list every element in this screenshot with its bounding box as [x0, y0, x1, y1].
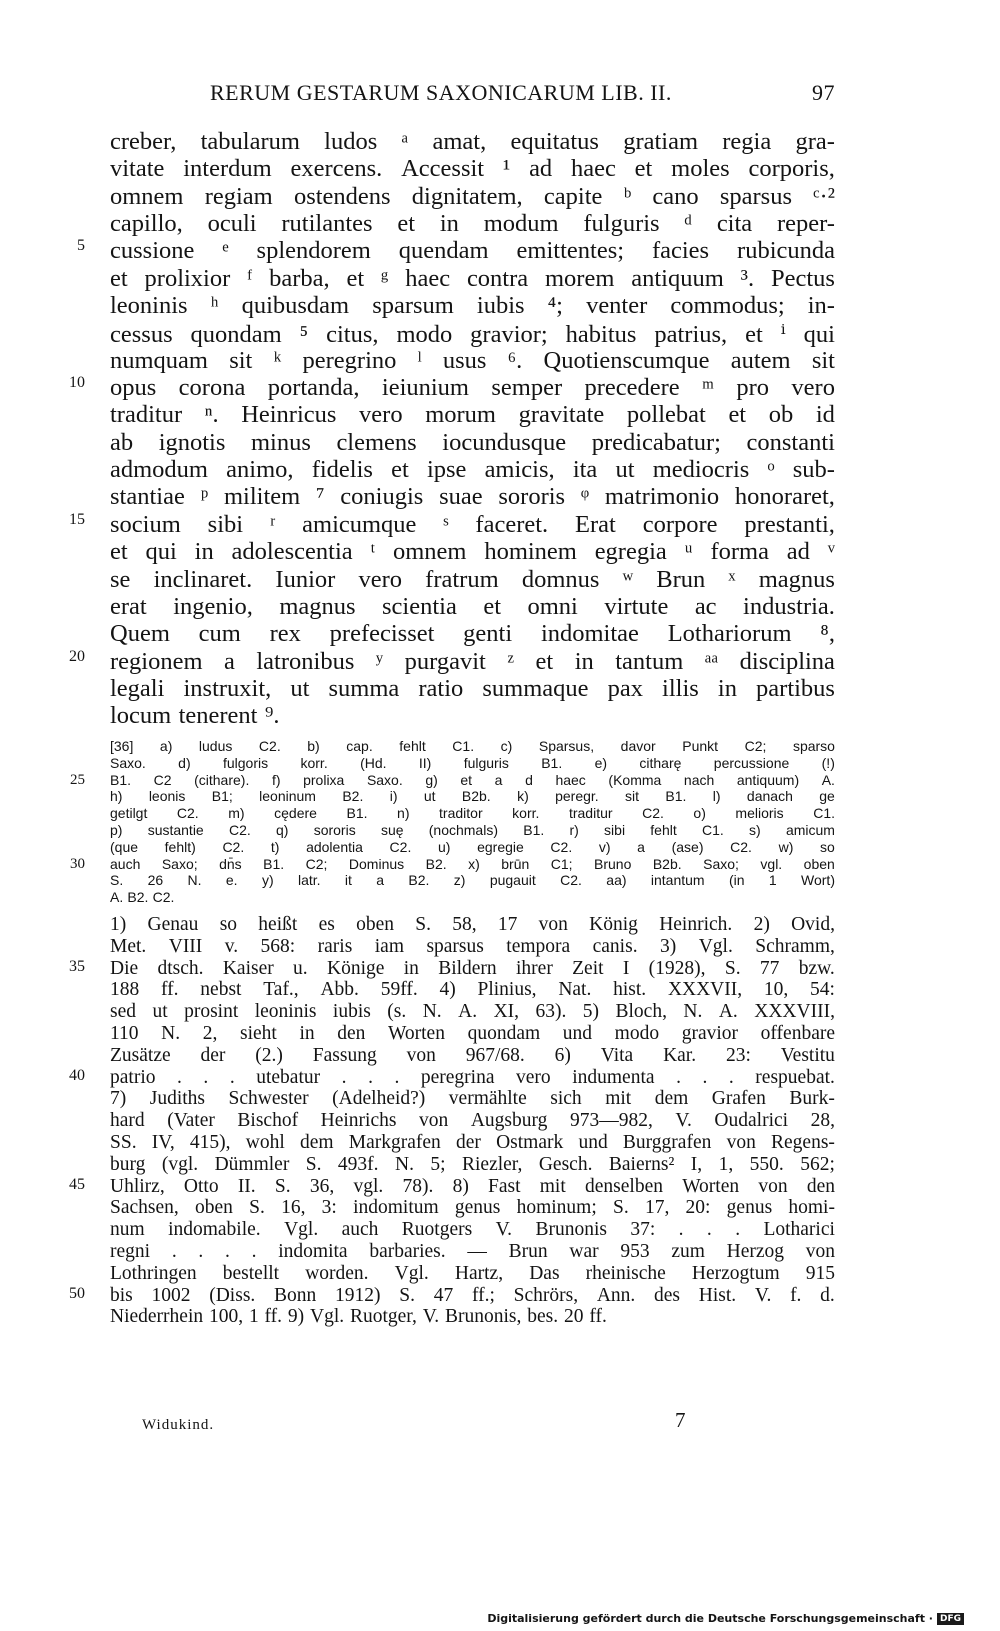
line-number: 15	[69, 510, 85, 528]
dfg-logo: DFG	[937, 1613, 964, 1625]
text-line: capillo, oculi rutilantes et in modum fulguris ᵈ cita reper-	[110, 210, 835, 238]
footnotes	[69, 914, 835, 1328]
note-line: Sachsen, oben S. 16, 3: indomitum genus hominum; S. 17, 20: genus homi-	[110, 1197, 835, 1219]
note-line: sed ut prosint leoninis iubis (s. N. A. XI, 63). 5) Bloch, N. A. XXXVIII,	[110, 1001, 835, 1023]
line-number: 50	[69, 1284, 85, 1302]
credit-text: Digitalisierung gefördert durch die Deutsche Forschungsgemeinschaft ·	[487, 1612, 933, 1625]
text-line: stantiae ᵖ militem ⁷ coniugis suae sororis ᵠ matrimonio honoraret,	[110, 483, 835, 511]
line-number: 5	[77, 237, 85, 255]
digitization-credit	[487, 1612, 964, 1625]
text-line: omnem regiam ostendens dignitatem, capite ᵇ cano sparsus ᶜ·²	[110, 182, 835, 210]
note-line: num indomabile. Vgl. auch Ruotgers V. Brunonis 37: . . . Lotharici	[110, 1219, 835, 1241]
note-line: 7) Judiths Schwester (Adelheid?) vermählte sich mit dem Grafen Burk-	[110, 1088, 835, 1110]
line-number: 10	[69, 374, 85, 392]
note-line: Met. VIII v. 568: raris iam sparsus tempora canis. 3) Vgl. Schramm,	[110, 935, 835, 957]
line-number: 40	[69, 1066, 85, 1084]
apparatus-line: getilgt C2. m) cędere B1. n) traditor korr. traditur C2. o) melioris C1.	[110, 805, 835, 822]
apparatus-line: S. 26 N. e. y) latr. it a B2. z) pugauit C2. aa) intantum (in 1 Wort)	[110, 872, 835, 889]
page-number: 97	[812, 80, 835, 105]
main-text	[69, 128, 835, 730]
apparatus-line: [36] a) ludus C2. b) cap. fehlt C1. c) Sparsus, davor Punkt C2; sparso	[110, 738, 835, 754]
note-line: burg (vgl. Dümmler S. 493f. N. 5; Riezler, Gesch. Baierns² I, 1, 550. 562;	[110, 1153, 835, 1175]
gathering-number: 7	[675, 1408, 686, 1432]
text-line: se inclinaret. Iunior vero fratrum domnus ʷ Brun ˣ magnus	[110, 565, 835, 593]
apparatus-line: 25 B1. C2 (cithare). f) prolixa Saxo. g) et a d haec (Komma nach antiquum) A.	[110, 772, 835, 789]
apparatus-line: h) leonis B1; leoninum B2. i) ut B2b. k) peregr. sit B1. l) danach ge	[110, 788, 835, 805]
note-line: Niederrhein 100, 1 ff. 9) Vgl. Ruotger, V. Brunonis, bes. 20 ff.	[110, 1306, 607, 1328]
text-line: leoninis ʰ quibusdam sparsum iubis ⁴; venter commodus; in-	[110, 292, 835, 320]
note-line: Lothringen bestellt worden. Vgl. Hartz, Das rheinische Herzogtum 915	[110, 1262, 835, 1284]
note-line: SS. IV, 415), wohl dem Markgrafen der Ostmark und Burggrafen von Regens-	[110, 1131, 835, 1153]
note-line: Zusätze der (2.) Fassung von 967/68. 6) Vita Kar. 23: Vestitu	[110, 1044, 835, 1066]
running-header	[110, 80, 835, 106]
text-line: erat ingenio, magnus scientia et omni virtute ac industria.	[110, 592, 835, 620]
text-line: traditur ⁿ. Heinricus vero morum gravitate pollebat et ob id	[110, 401, 835, 429]
line-number: 45	[69, 1175, 85, 1193]
line-number: 35	[69, 957, 85, 975]
text-line: legali instruxit, ut summa ratio summaque pax illis in partibus	[110, 674, 835, 702]
text-line: et qui in adolescentia ᵗ omnem hominem egregia ᵘ forma ad ᵛ	[110, 538, 835, 566]
text-line: creber, tabularum ludos ᵃ amat, equitatus gratiam regia gra-	[110, 128, 835, 155]
note-line: hard (Vater Bischof Heinrichs von Augsburg 973—982, V. Oudalrici 28,	[110, 1110, 835, 1132]
text-line: 5 cussione ᵉ splendorem quendam emittentes; facies rubicunda	[110, 237, 835, 264]
note-line: 110 N. 2, sieht in den Worten quondam und modo gravior offenbare	[110, 1022, 835, 1044]
running-title: RERUM GESTARUM SAXONICARUM LIB. II.	[210, 80, 672, 105]
note-line: regni . . . . indomita barbaries. — Brun war 953 zum Herzog von	[110, 1240, 835, 1262]
text-line: numquam sit ᵏ peregrino ˡ usus ⁶. Quotienscumque autem sit	[110, 346, 835, 374]
text-line: 20 regionem a latronibus ʸ purgavit ᶻ et in tantum ᵃᵃ disciplina	[110, 648, 835, 675]
note-line: 40 patrio . . . utebatur . . . peregrina vero indumenta . . . respuebat.	[110, 1067, 835, 1089]
note-line: 188 ff. nebst Taf., Abb. 59ff. 4) Plinius, Nat. hist. XXXVII, 10, 54:	[110, 979, 835, 1001]
apparatus-line: (que fehlt) C2. t) adolentia C2. u) egregie C2. v) a (ase) C2. w) so	[110, 838, 835, 855]
text-line: admodum animo, fidelis et ipse amicis, ita ut mediocris ᵒ sub-	[110, 456, 835, 484]
critical-apparatus	[70, 738, 835, 906]
signature-mark: Widukind.	[142, 1417, 215, 1433]
apparatus-line: Saxo. d) fulgoris korr. (Hd. II) fulguris B1. e) citharę percussione (!)	[110, 754, 835, 771]
text-line: 10 opus corona portanda, ieiunium semper precedere ᵐ pro vero	[110, 374, 835, 401]
apparatus-line: A. B2. C2.	[110, 889, 175, 906]
text-line: Quem cum rex prefecisset genti indomitae Lothariorum ⁸,	[110, 620, 835, 648]
note-line: 1) Genau so heißt es oben S. 58, 17 von König Heinrich. 2) Ovid,	[110, 914, 835, 935]
line-number: 30	[70, 855, 85, 872]
line-number: 20	[69, 647, 85, 665]
text-line: et prolixior ᶠ barba, et ᵍ haec contra morem antiquum ³. Pectus	[110, 264, 835, 292]
apparatus-line: p) sustantie C2. q) sororis suę (nochmals) B1. r) sibi fehlt C1. s) amicum	[110, 821, 835, 838]
text-line: ab ignotis minus clemens iocundusque predicabatur; constanti	[110, 428, 835, 456]
note-line: 35 Die dtsch. Kaiser u. Könige in Bildern ihrer Zeit I (1928), S. 77 bzw.	[110, 958, 835, 980]
line-number: 25	[70, 771, 85, 788]
text-line: 15 socium sibi ʳ amicumque ˢ faceret. Erat corpore prestanti,	[110, 511, 835, 538]
text-line: vitate interdum exercens. Accessit ¹ ad haec et moles corporis,	[110, 155, 835, 183]
note-line: 45 Uhlirz, Otto II. S. 36, vgl. 78). 8) Fast mit denselben Worten von den	[110, 1176, 835, 1198]
text-line: cessus quondam ⁵ citus, modo gravior; habitus patrius, et ⁱ qui	[110, 321, 835, 349]
apparatus-line: 30 auch Saxo; dn̄s B1. C2; Dominus B2. x) brūn C1; Bruno B2b. Saxo; vgl. oben	[110, 856, 835, 873]
note-line: 50 bis 1002 (Diss. Bonn 1912) S. 47 ff.; Schrörs, Ann. des Hist. V. f. d.	[110, 1285, 835, 1307]
text-line: locum tenerent ⁹.	[110, 702, 280, 730]
